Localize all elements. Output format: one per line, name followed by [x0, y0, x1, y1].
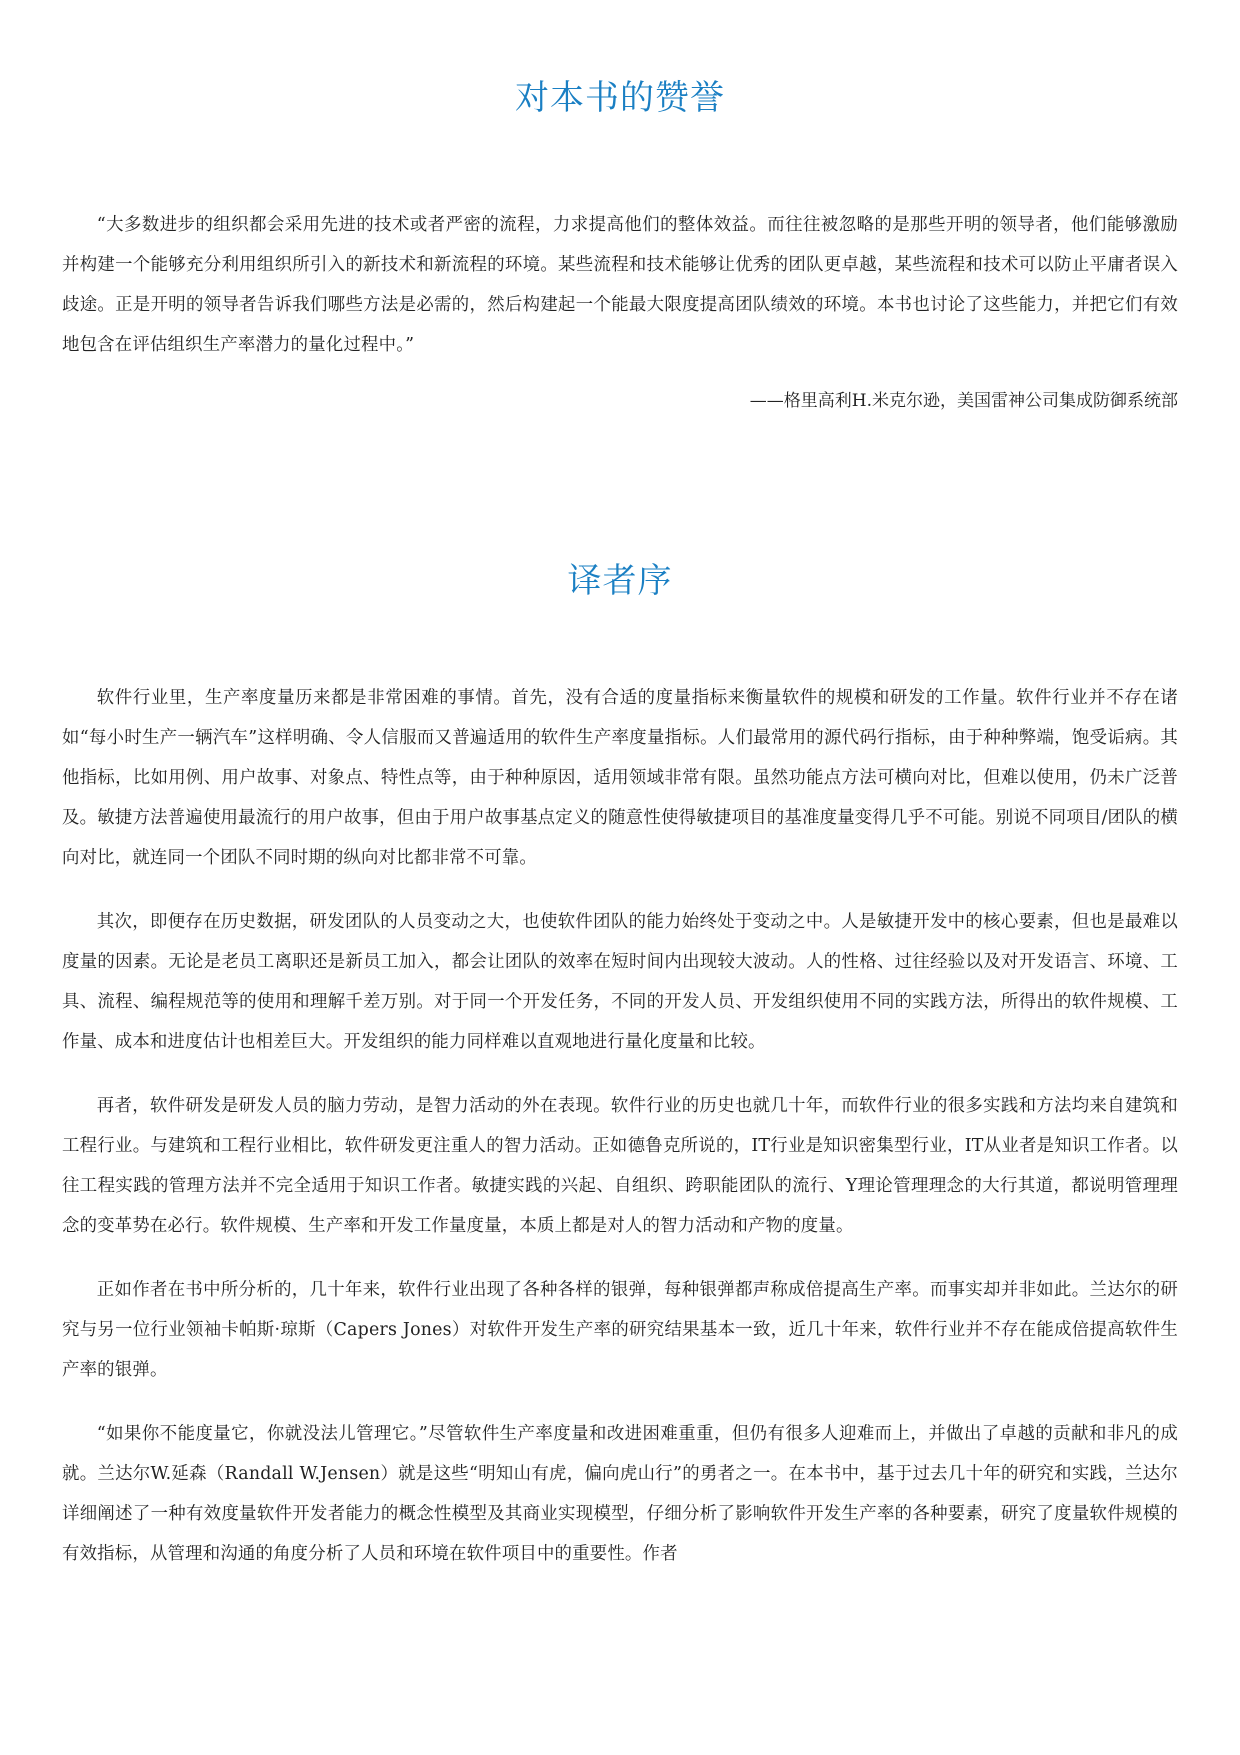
preface-paragraph: 正如作者在书中所分析的，几十年来，软件行业出现了各种各样的银弹，每种银弹都声称成倍提高生产率。而事实却并非如此。兰达尔的研究与另一位行业领袖卡帕斯·琼斯（Capers Jones）对软件开发生产率的研究结果基本一致，近几十年来，软件行业并不存在能成倍提高软件生产率的银弹。 [62, 1280, 1178, 1380]
preface-heading: 译者序 [567, 561, 673, 601]
preface-paragraph: 软件行业里，生产率度量历来都是非常困难的事情。首先，没有合适的度量指标来衡量软件的规模和研发的工作量。软件行业并不存在诸如“每小时生产一辆汽车”这样明确、令人信服而又普遍适用的软件生产率度量指标。人们最常用的源代码行指标，由于种种弊端，饱受诟病。其他指标，比如用例、用户故事、对象点、特性点等，由于种种原因，适用领域非常有限。虽然功能点方法可横向对比，但难以使用，仍未广泛普及。敏捷方法普遍使用最流行的用户故事，但由于用户故事基点定义的随意性使得敏捷项目的基准度量变得几乎不可能。别说不同项目/团队的横向对比，就连同一个团队不同时期的纵向对比都非常不可靠。 [62, 688, 1178, 868]
preface-paragraph: “如果你不能度量它，你就没法儿管理它。”尽管软件生产率度量和改进困难重重，但仍有很多人迎难而上，并做出了卓越的贡献和非凡的成就。兰达尔W.延森（Randall W.Jensen）就是这些“明知山有虎，偏向虎山行”的勇者之一。在本书中，基于过去几十年的研究和实践，兰达尔详细阐述了一种有效度量软件开发者能力的概念性模型及其商业实现模型，仔细分析了影响软件开发生产率的各种要素，研究了度量软件规模的有效指标，从管理和沟通的角度分析了人员和环境在软件项目中的重要性。作者 [62, 1424, 1178, 1564]
praise-quote: “大多数进步的组织都会采用先进的技术或者严密的流程，力求提高他们的整体效益。而往往被忽略的是那些开明的领导者，他们能够激励并构建一个能够充分利用组织所引入的新技术和新流程的环境。某些流程和技术能够让优秀的团队更卓越，某些流程和技术可以防止平庸者误入歧途。正是开明的领导者告诉我们哪些方法是必需的，然后构建起一个能最大限度提高团队绩效的环境。本书也讨论了这些能力，并把它们有效地包含在评估组织生产率潜力的量化过程中。” [62, 215, 1178, 355]
praise-attribution: ——格里高利H.米克尔逊，美国雷神公司集成防御系统部 [749, 391, 1178, 411]
praise-quote-block [62, 205, 1178, 365]
preface-body [62, 678, 1178, 1598]
preface-paragraph: 其次，即便存在历史数据，研发团队的人员变动之大，也使软件团队的能力始终处于变动之中。人是敏捷开发中的核心要素，但也是最难以度量的因素。无论是老员工离职还是新员工加入，都会让团队的效率在短时间内出现较大波动。人的性格、过往经验以及对开发语言、环境、工具、流程、编程规范等的使用和理解千差万别。对于同一个开发任务，不同的开发人员、开发组织使用不同的实践方法，所得出的软件规模、工作量、成本和进度估计也相差巨大。开发组织的能力同样难以直观地进行量化度量和比较。 [62, 912, 1178, 1052]
praise-heading: 对本书的赞誉 [515, 78, 725, 118]
preface-paragraph: 再者，软件研发是研发人员的脑力劳动，是智力活动的外在表现。软件行业的历史也就几十年，而软件行业的很多实践和方法均来自建筑和工程行业。与建筑和工程行业相比，软件研发更注重人的智力活动。正如德鲁克所说的，IT行业是知识密集型行业，IT从业者是知识工作者。以往工程实践的管理方法并不完全适用于知识工作者。敏捷实践的兴起、自组织、跨职能团队的流行、Y理论管理理念的大行其道，都说明管理理念的变革势在必行。软件规模、生产率和开发工作量度量，本质上都是对人的智力活动和产物的度量。 [62, 1096, 1178, 1236]
